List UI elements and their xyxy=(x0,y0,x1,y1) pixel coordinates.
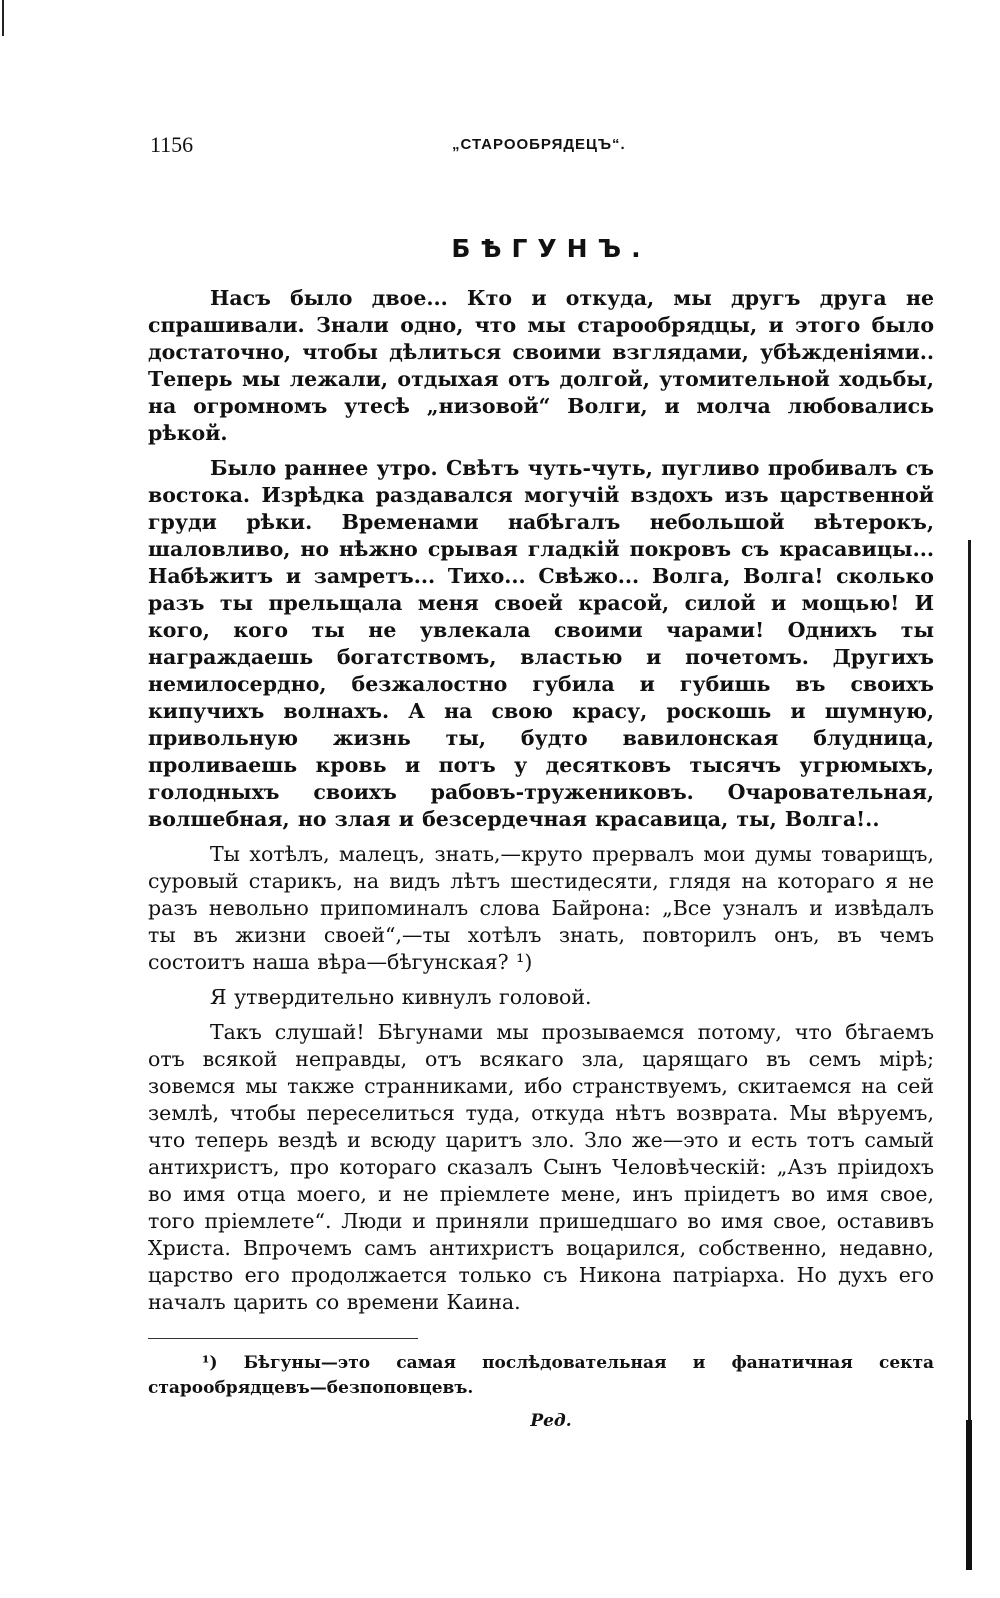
book-page xyxy=(148,128,934,1431)
editor-mark: Ред. xyxy=(530,1411,572,1431)
footnote-divider xyxy=(148,1338,418,1339)
scan-edge-mark xyxy=(2,0,4,36)
paragraph-3: Ты хотѣлъ, малецъ, знать,—круто прервалъ мои думы товарищъ, суровый старикъ, на видъ лѣтъ шестидесяти, глядя на котораго я не разъ невольно припоминалъ слова Байрона: „Все узналъ и извѣдалъ ты въ жизни своей“,—ты хотѣлъ знать, повторилъ онъ, въ чемъ состоитъ наша вѣра—бѣгунская? ¹) xyxy=(148,842,934,974)
paragraph-5: Такъ слушай! Бѣгунами мы прозываемся потому, что бѣгаемъ отъ всякой неправды, отъ всякаго зла, царящаго въ семъ мірѣ; зовемся мы также странниками, ибо странствуемъ, скитаемся на сей землѣ, чтобы переселиться туда, откуда нѣтъ возврата. Мы вѣруемъ, что теперь вездѣ и всюду царитъ зло. Зло же—это и есть тотъ самый антихристъ, про котораго сказалъ Сынъ Человѣческій: „Азъ пріидохъ во имя отца моего, и не пріемлете мене, инъ пріидетъ во имя свое, того пріемлете“. Люди и приняли пришедшаго во имя свое, оставивъ Христа. Впрочемъ самъ антихристъ воцарился, собственно, недавно, царство его продолжается только съ Никона патріарха. Но духъ его началъ царить со времени Каина. xyxy=(148,1020,934,1314)
article-body xyxy=(148,285,934,1316)
scan-gutter-shadow xyxy=(966,1420,972,1570)
journal-title: „СТАРООБРЯДЕЦЪ“. xyxy=(452,136,626,153)
article-title: БѢГУНЪ. xyxy=(451,234,651,263)
paragraph-2: Было раннее утро. Свѣтъ чуть-чуть, пугливо пробивалъ съ востока. Изрѣдка раздавался могучій вздохъ изъ царственной груди рѣки. Временами набѣгалъ небольшой вѣтерокъ, шаловливо, но нѣжно срывая гладкій покровъ съ красавицы... Набѣжитъ и замретъ... Тихо... Свѣжо... Волга, Волга! сколько разъ ты прельщала меня своей красой, силой и мощью! И кого, кого ты не увлекала своими чарами! Однихъ ты награждаешь богатствомъ, властью и почетомъ. Другихъ немилосердно, безжалостно губила и губишь въ своихъ кипучихъ волнахъ. А на свою красу, роскошь и шумную, привольную жизнь ты, будто вавилонская блудница, проливаешь кровь и потъ у десятковъ тысячъ угрюмыхъ, голодныхъ своихъ рабовъ-тружениковъ. Очаровательная, волшебная, но злая и безсердечная красавица, ты, Волга!.. xyxy=(148,456,934,831)
footnote: ¹) Бѣгуны—это самая послѣдовательная и фанатичная секта старообрядцевъ—безпоповцевъ. xyxy=(148,1353,934,1398)
page-number: 1156 xyxy=(150,132,194,157)
running-head xyxy=(148,128,934,164)
paragraph-1: Насъ было двое... Кто и откуда, мы другъ друга не спрашивали. Знали одно, что мы старообрядцы, и этого было достаточно, чтобы дѣлиться своими взглядами, убѣжденіями.. Теперь мы лежали, отдыхая отъ долгой, утомительной ходьбы, на огромномъ утесѣ „низовой“ Волги, и молча любовались рѣкой. xyxy=(148,286,934,445)
scan-gutter-line xyxy=(968,540,971,1570)
paragraph-4: Я утвердительно кивнулъ головой. xyxy=(210,985,592,1009)
